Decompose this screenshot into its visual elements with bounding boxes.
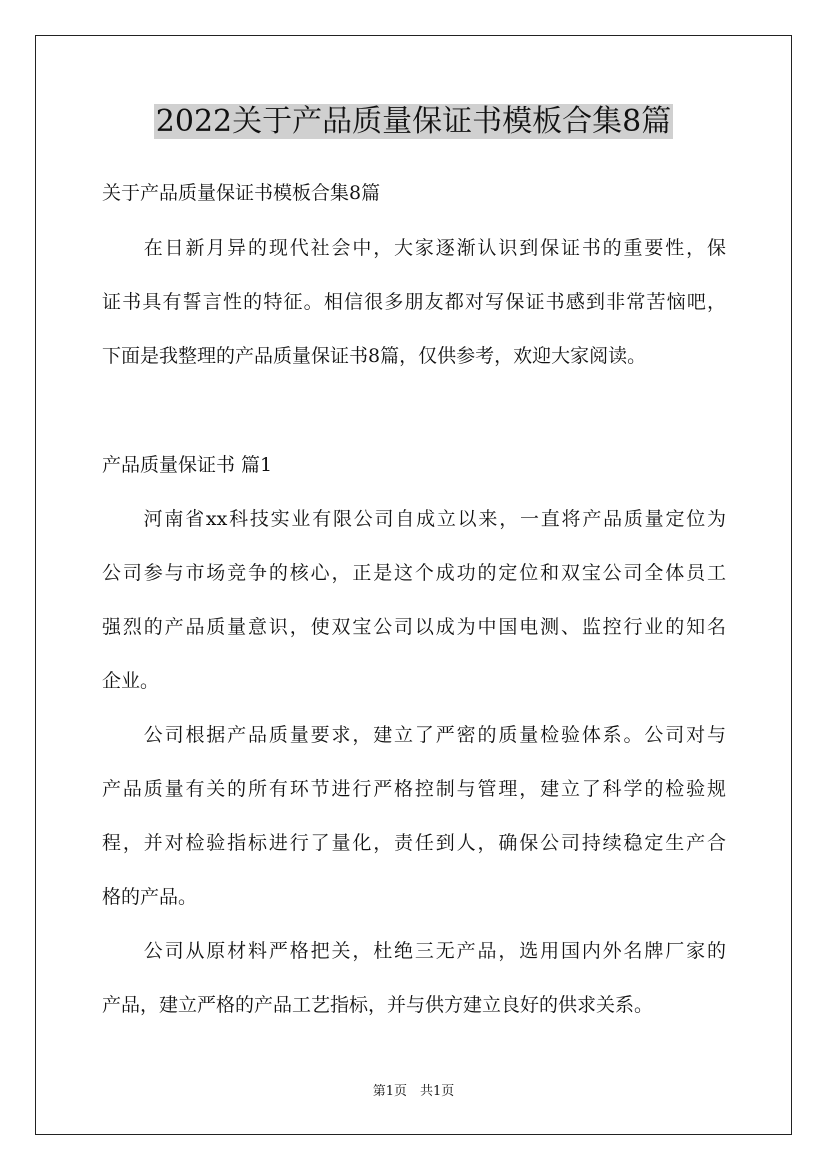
paragraph1-line-3: 强烈的产品质量意识，使双宝公司以成为中国电测、监控行业的知名 (102, 616, 726, 638)
page-footer: 第1页 共1页 (372, 1084, 455, 1099)
section-heading: 产品质量保证书 篇1 (102, 454, 273, 476)
intro-line-1: 在日新月异的现代社会中，大家逐渐认识到保证书的重要性，保 (102, 237, 726, 259)
paragraph2-line-3: 程，并对检验指标进行了量化，责任到人，确保公司持续稳定生产合 (102, 832, 726, 854)
intro-line-2: 证书具有誓言性的特征。相信很多朋友都对写保证书感到非常苦恼吧， (102, 291, 726, 313)
paragraph2-line-4: 格的产品。 (102, 886, 198, 908)
paragraph2-line-1: 公司根据产品质量要求，建立了严密的质量检验体系。公司对与 (102, 724, 726, 746)
paragraph3-line-2: 产品，建立严格的产品工艺指标，并与供方建立良好的供求关系。 (102, 994, 654, 1016)
paragraph1-line-4: 企业。 (102, 670, 160, 692)
paragraph1-line-1: 河南省xx科技实业有限公司自成立以来，一直将产品质量定位为 (102, 508, 726, 530)
document-subtitle: 关于产品质量保证书模板合集8篇 (102, 182, 381, 204)
document-title (0, 100, 827, 144)
paragraph3-line-1: 公司从原材料严格把关，杜绝三无产品，选用国内外名牌厂家的 (102, 940, 726, 962)
intro-line-3: 下面是我整理的产品质量保证书8篇，仅供参考，欢迎大家阅读。 (102, 345, 647, 367)
paragraph1-line-2: 公司参与市场竞争的核心，正是这个成功的定位和双宝公司全体员工 (102, 562, 726, 584)
document-title-text: 2022关于产品质量保证书模板合集8篇 (155, 104, 672, 139)
paragraph2-line-2: 产品质量有关的所有环节进行严格控制与管理，建立了科学的检验规 (102, 778, 726, 800)
